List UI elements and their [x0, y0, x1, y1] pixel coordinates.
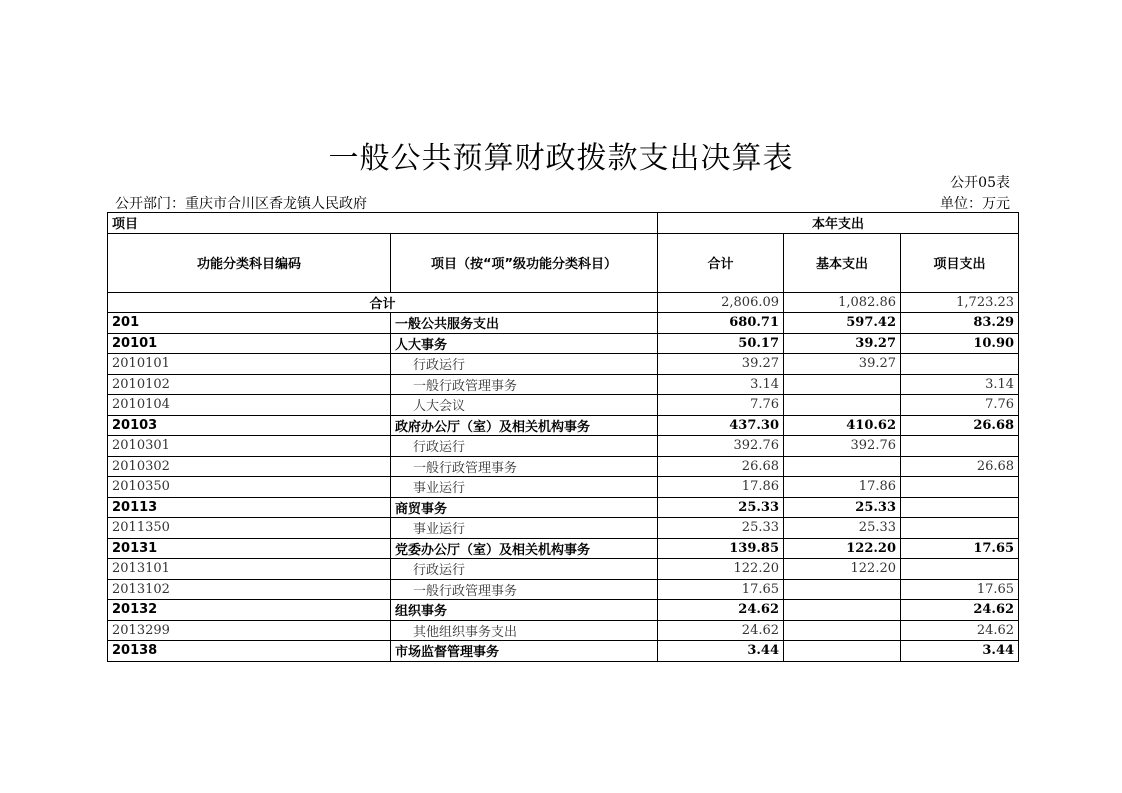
row-name: 商贸事务 — [391, 497, 658, 518]
row-project: 7.76 — [901, 395, 1019, 416]
row-total: 437.30 — [658, 415, 784, 436]
row-project — [901, 477, 1019, 498]
row-basic — [784, 600, 901, 621]
row-code: 20101 — [108, 333, 391, 354]
row-name: 政府办公厅（室）及相关机构事务 — [391, 415, 658, 436]
header-current-year: 本年支出 — [658, 213, 1019, 234]
header-project: 项目支出 — [901, 233, 1019, 292]
table-row — [108, 313, 1019, 334]
row-basic: 410.62 — [784, 415, 901, 436]
row-basic — [784, 395, 901, 416]
row-code: 2011350 — [108, 518, 391, 539]
row-name: 人大会议 — [391, 395, 658, 416]
row-basic — [784, 641, 901, 662]
table-row — [108, 579, 1019, 600]
row-total: 3.44 — [658, 641, 784, 662]
row-name: 行政运行 — [391, 354, 658, 375]
row-name: 一般行政管理事务 — [391, 579, 658, 600]
row-total: 392.76 — [658, 436, 784, 457]
row-total: 680.71 — [658, 313, 784, 334]
row-code: 20103 — [108, 415, 391, 436]
row-code: 20138 — [108, 641, 391, 662]
header-code: 功能分类科目编码 — [108, 233, 391, 292]
row-name: 一般行政管理事务 — [391, 456, 658, 477]
table-row — [108, 415, 1019, 436]
row-project — [901, 518, 1019, 539]
row-project — [901, 559, 1019, 580]
row-basic — [784, 456, 901, 477]
row-name: 行政运行 — [391, 559, 658, 580]
row-project: 24.62 — [901, 600, 1019, 621]
row-name: 事业运行 — [391, 518, 658, 539]
row-name: 其他组织事务支出 — [391, 620, 658, 641]
row-total: 25.33 — [658, 518, 784, 539]
header-item: 项目 — [108, 213, 658, 234]
row-basic: 122.20 — [784, 559, 901, 580]
row-project: 17.65 — [901, 579, 1019, 600]
row-code: 2013102 — [108, 579, 391, 600]
table-row — [108, 538, 1019, 559]
table-row — [108, 620, 1019, 641]
total-project: 1,723.23 — [901, 292, 1019, 313]
table-row — [108, 374, 1019, 395]
table-row — [108, 641, 1019, 662]
row-project: 3.44 — [901, 641, 1019, 662]
row-project — [901, 436, 1019, 457]
row-code: 20113 — [108, 497, 391, 518]
row-code: 2013299 — [108, 620, 391, 641]
row-total: 122.20 — [658, 559, 784, 580]
table-row — [108, 518, 1019, 539]
total-row — [108, 292, 1019, 313]
row-basic: 122.20 — [784, 538, 901, 559]
row-name: 市场监督管理事务 — [391, 641, 658, 662]
row-total: 39.27 — [658, 354, 784, 375]
row-basic: 25.33 — [784, 497, 901, 518]
row-project: 17.65 — [901, 538, 1019, 559]
row-basic: 39.27 — [784, 354, 901, 375]
total-label: 合计 — [108, 292, 658, 313]
row-project: 24.62 — [901, 620, 1019, 641]
table-row — [108, 477, 1019, 498]
table-row — [108, 497, 1019, 518]
table-row — [108, 354, 1019, 375]
row-name: 事业运行 — [391, 477, 658, 498]
row-basic: 17.86 — [784, 477, 901, 498]
row-code: 2010101 — [108, 354, 391, 375]
department-label: 公开部门：重庆市合川区香龙镇人民政府 — [115, 196, 367, 212]
row-project: 26.68 — [901, 456, 1019, 477]
row-name: 一般公共服务支出 — [391, 313, 658, 334]
unit-label: 单位：万元 — [940, 196, 1010, 212]
row-code: 2010102 — [108, 374, 391, 395]
row-name: 组织事务 — [391, 600, 658, 621]
row-project: 83.29 — [901, 313, 1019, 334]
table-row — [108, 395, 1019, 416]
row-code: 20132 — [108, 600, 391, 621]
row-total: 24.62 — [658, 620, 784, 641]
row-basic — [784, 374, 901, 395]
table-number: 公开05表 — [950, 175, 1010, 191]
row-name: 一般行政管理事务 — [391, 374, 658, 395]
row-total: 24.62 — [658, 600, 784, 621]
row-total: 26.68 — [658, 456, 784, 477]
row-code: 2013101 — [108, 559, 391, 580]
row-basic — [784, 579, 901, 600]
header-name: 项目（按“项”级功能分类科目） — [391, 233, 658, 292]
row-code: 2010301 — [108, 436, 391, 457]
budget-table — [107, 212, 1019, 662]
row-code: 20131 — [108, 538, 391, 559]
table-row — [108, 456, 1019, 477]
row-basic — [784, 620, 901, 641]
row-code: 2010104 — [108, 395, 391, 416]
row-basic: 392.76 — [784, 436, 901, 457]
total-amount: 2,806.09 — [658, 292, 784, 313]
row-project: 10.90 — [901, 333, 1019, 354]
row-code: 2010302 — [108, 456, 391, 477]
row-total: 139.85 — [658, 538, 784, 559]
row-total: 7.76 — [658, 395, 784, 416]
page-title: 一般公共预算财政拨款支出决算表 — [328, 141, 794, 176]
total-basic: 1,082.86 — [784, 292, 901, 313]
row-project: 3.14 — [901, 374, 1019, 395]
header-total: 合计 — [658, 233, 784, 292]
row-name: 行政运行 — [391, 436, 658, 457]
row-code: 2010350 — [108, 477, 391, 498]
row-name: 党委办公厅（室）及相关机构事务 — [391, 538, 658, 559]
table-row — [108, 559, 1019, 580]
row-name: 人大事务 — [391, 333, 658, 354]
row-basic: 39.27 — [784, 333, 901, 354]
table-row — [108, 600, 1019, 621]
row-total: 17.65 — [658, 579, 784, 600]
row-basic: 597.42 — [784, 313, 901, 334]
header-row-columns — [108, 233, 1019, 292]
header-row-top — [108, 213, 1019, 234]
row-project — [901, 354, 1019, 375]
row-project — [901, 497, 1019, 518]
row-total: 17.86 — [658, 477, 784, 498]
row-code: 201 — [108, 313, 391, 334]
row-total: 3.14 — [658, 374, 784, 395]
row-project: 26.68 — [901, 415, 1019, 436]
row-total: 50.17 — [658, 333, 784, 354]
header-basic: 基本支出 — [784, 233, 901, 292]
table-row — [108, 333, 1019, 354]
table-row — [108, 436, 1019, 457]
row-total: 25.33 — [658, 497, 784, 518]
row-basic: 25.33 — [784, 518, 901, 539]
